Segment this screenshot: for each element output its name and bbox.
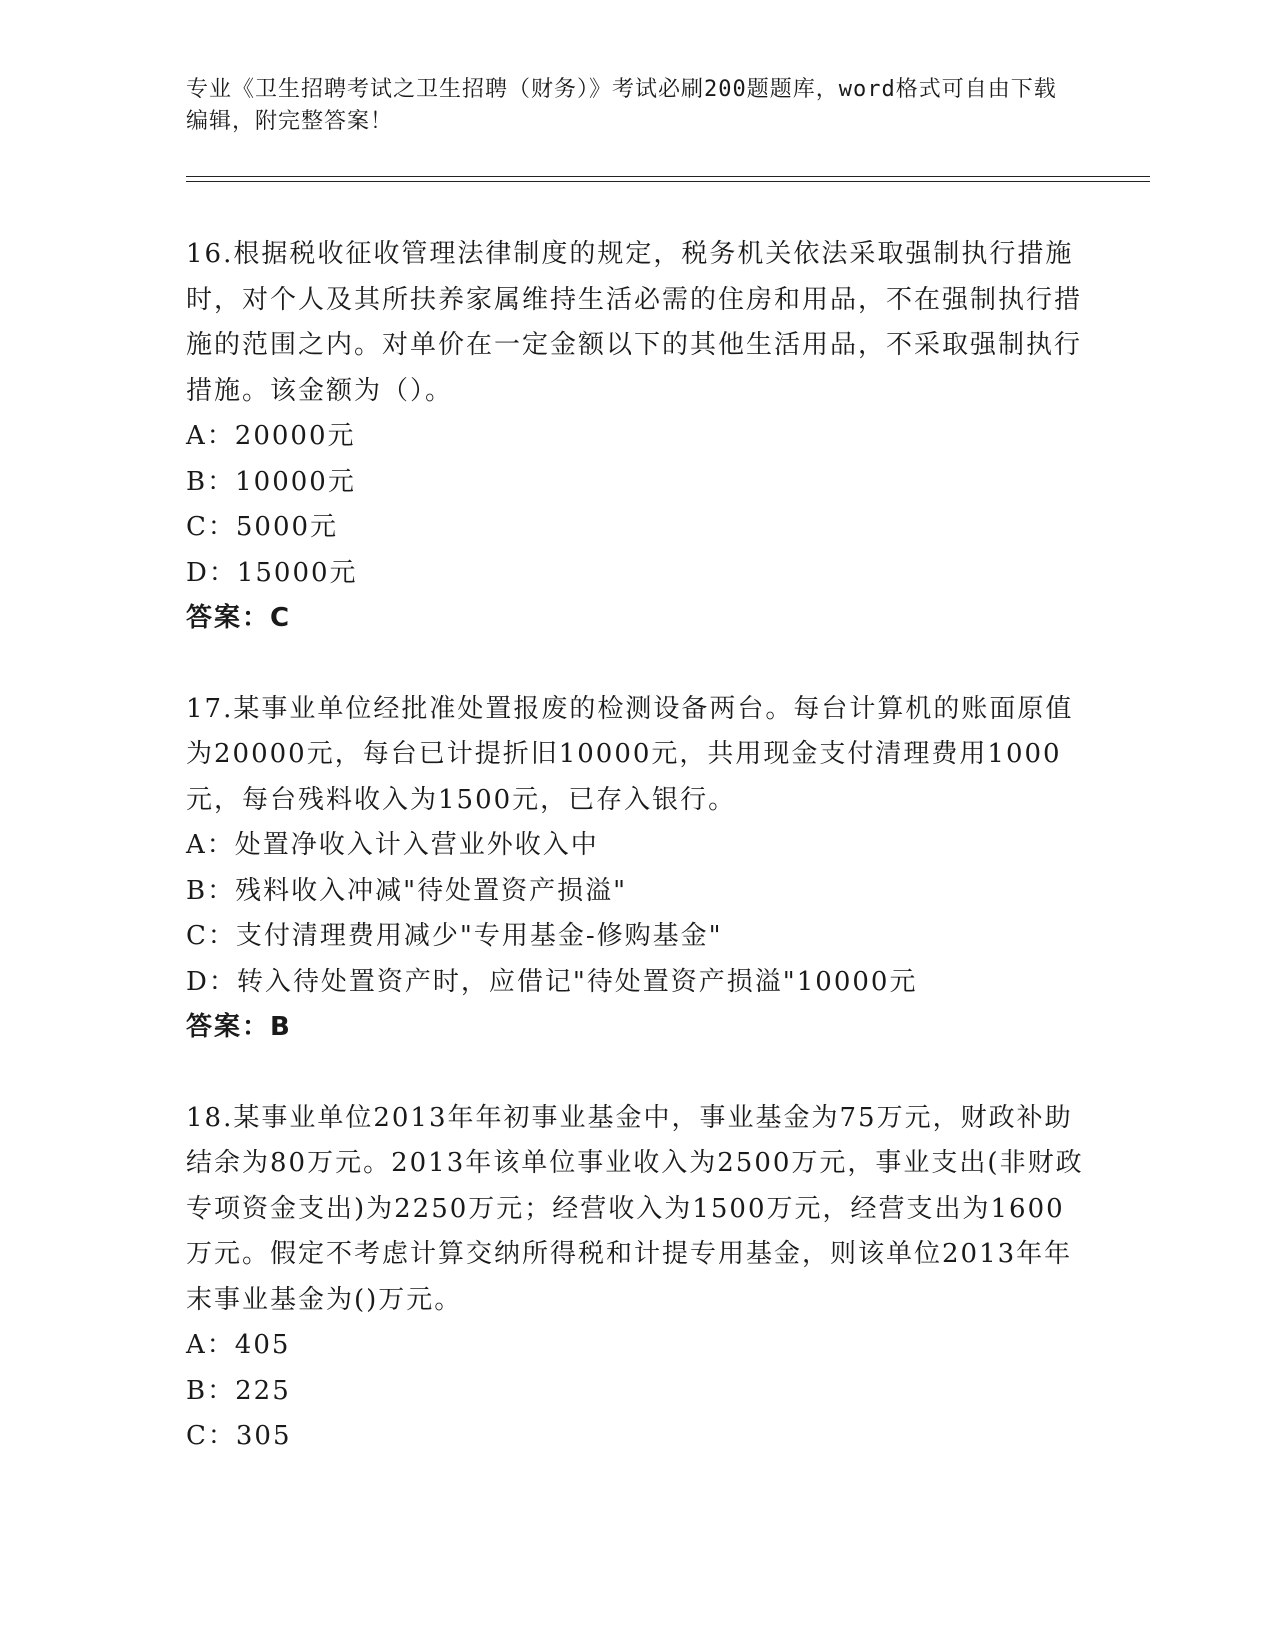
question-stem: 18.某事业单位2013年年初事业基金中，事业基金为75万元，财政补助结余为80万元。2013年该单位事业收入为2500万元，事业支出(非财政专项资金支出)为2250万元；经营收入为1500万元，经营支出为1600万元。假定不考虑计算交纳所得税和计提专用基金，则该单位2013年年末事业基金为()万元。 (186, 1102, 1084, 1315)
header-rule-top (186, 176, 1150, 177)
question-18 (186, 1096, 1086, 1460)
option-c: C：305 (186, 1421, 292, 1451)
option-a: A：处置净收入计入营业外收入中 (186, 830, 599, 860)
option-a: A：405 (186, 1330, 291, 1360)
question-stem: 17.某事业单位经批准处置报废的检测设备两台。每台计算机的账面原值为20000元，每台已计提折旧10000元，共用现金支付清理费用1000元，每台残料收入为1500元，已存入银行。 (186, 693, 1074, 815)
option-b: B：225 (186, 1375, 291, 1406)
option-c: C：5000元 (186, 512, 339, 542)
header-rule-bottom (186, 181, 1150, 182)
question-16 (186, 232, 1086, 642)
page-header: 专业《卫生招聘考试之卫生招聘（财务）》考试必刷200题题库，word格式可自由下载编辑，附完整答案！ (186, 77, 1057, 134)
option-c: C：支付清理费用减少"专用基金-修购基金" (186, 921, 723, 951)
answer: 答案：C (186, 603, 292, 633)
option-a: A：20000元 (186, 421, 356, 451)
answer: 答案：B (186, 1012, 292, 1042)
option-b: B：残料收入冲减"待处置资产损溢" (186, 875, 628, 906)
question-17 (186, 687, 1086, 1051)
option-d: D：转入待处置资产时，应借记"待处置资产损溢"10000元 (186, 966, 918, 997)
option-b: B：10000元 (186, 466, 356, 497)
option-d: D：15000元 (186, 557, 358, 588)
question-list (186, 232, 1086, 1505)
question-stem: 16.根据税收征收管理法律制度的规定，税务机关依法采取强制执行措施时，对个人及其所扶养家属维持生活必需的住房和用品，不在强制执行措施的范围之内。对单价在一定金额以下的其他生活用品，不采取强制执行措施。该金额为（）。 (186, 239, 1083, 406)
